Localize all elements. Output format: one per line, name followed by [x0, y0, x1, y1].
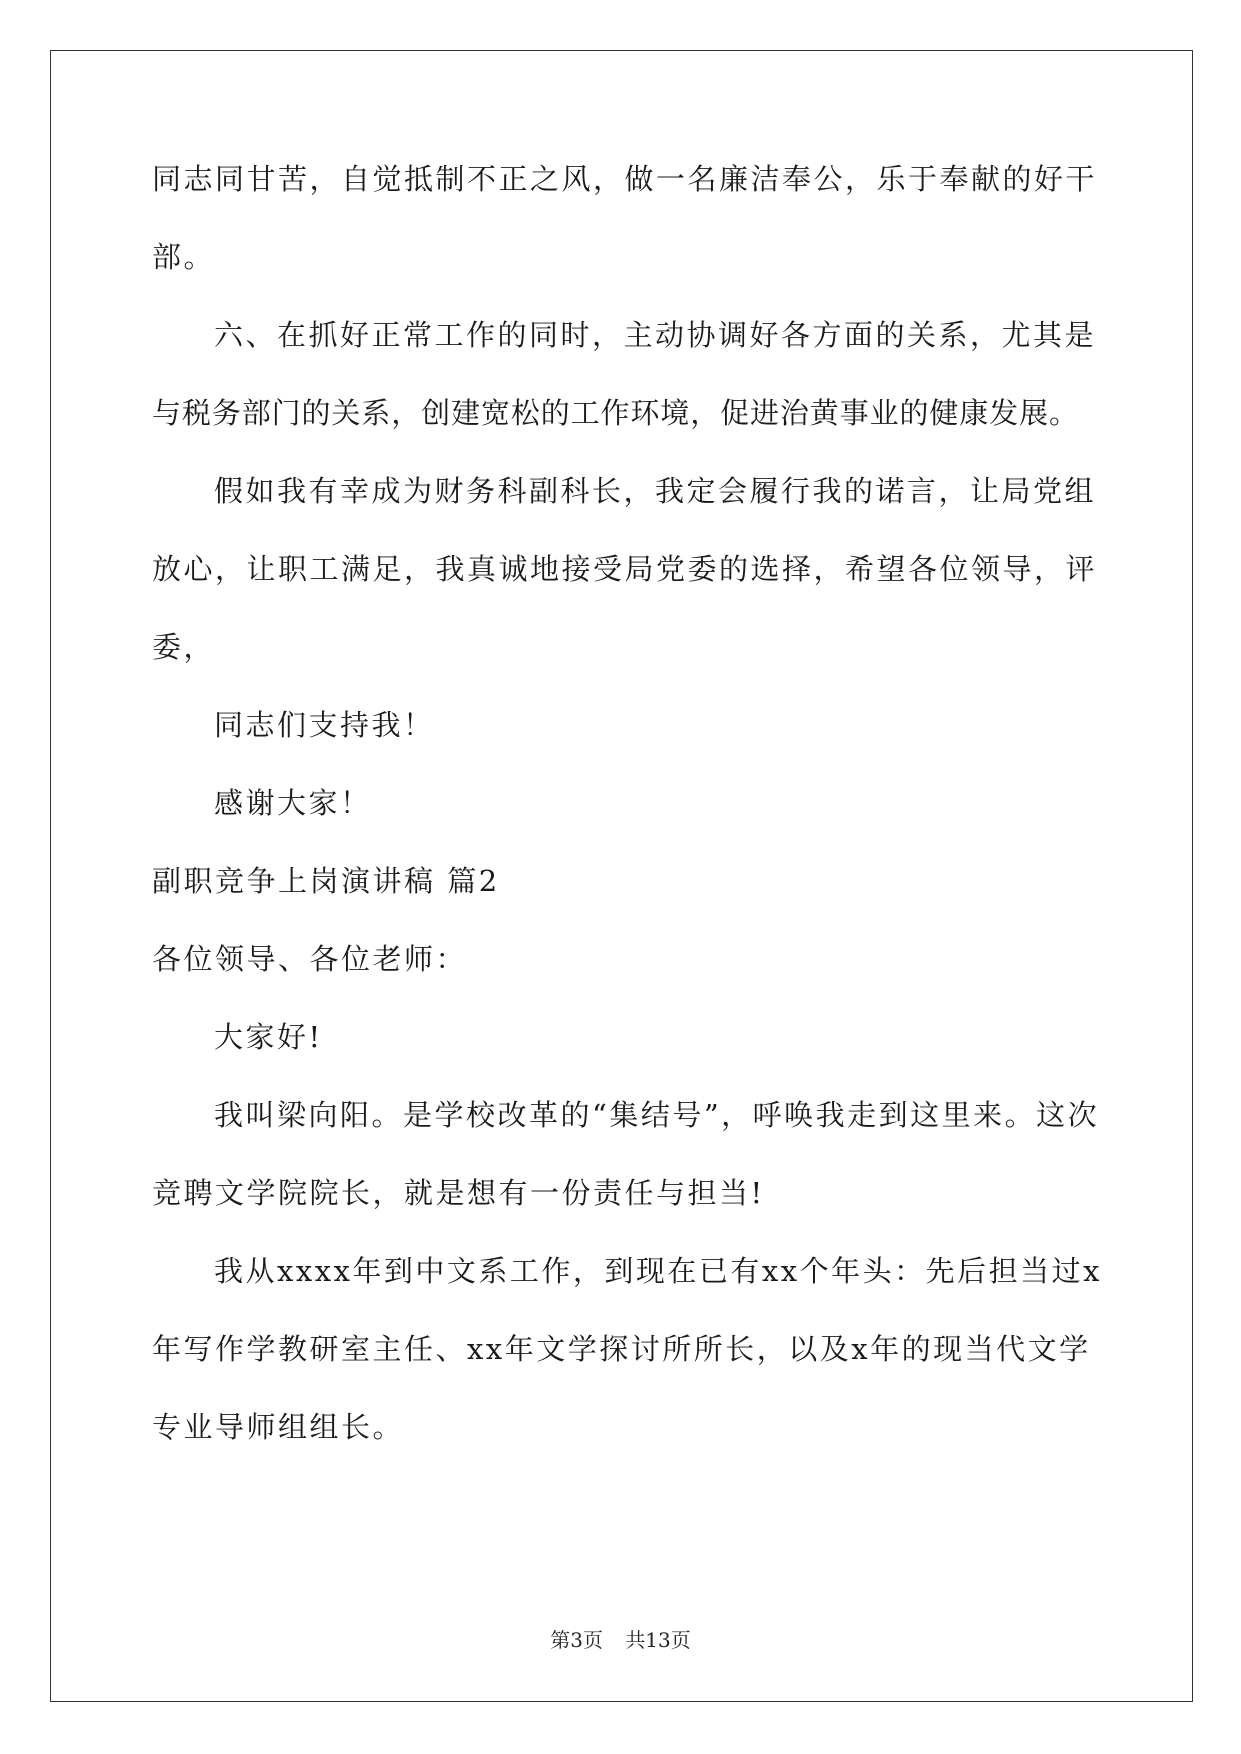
- page-footer: [0, 1628, 1241, 1652]
- text-line: 感谢大家！: [214, 786, 372, 820]
- text-line: 专业导师组组长。: [152, 1410, 405, 1444]
- text-line: 我叫梁向阳。是学校改革的“集结号”，呼唤我走到这里来。这次: [214, 1098, 1100, 1132]
- text-line: 我从xxxx年到中文系工作，到现在已有xx个年头：先后担当过x: [214, 1254, 1102, 1288]
- text-line: 与税务部门的关系，创建宽松的工作环境，促进治黄事业的健康发展。: [152, 396, 1079, 430]
- section-heading: 副职竞争上岗演讲稿 篇2: [152, 864, 500, 898]
- text-line: 部。: [152, 240, 216, 274]
- text-line: 假如我有幸成为财务科副科长，我定会履行我的诺言，让局党组: [214, 474, 1097, 508]
- text-line: 委，: [152, 630, 216, 664]
- text-line: 竞聘文学院院长，就是想有一份责任与担当!: [152, 1176, 765, 1210]
- page-number-total: 共13页: [625, 1628, 691, 1652]
- text-line: 年写作学教研室主任、xx年文学探讨所所长，以及x年的现当代文学: [152, 1332, 1091, 1366]
- text-line: 放心，让职工满足，我真诚地接受局党委的选择，希望各位领导，评: [152, 552, 1098, 586]
- text-line: 大家好!: [214, 1020, 323, 1054]
- document-body: [152, 160, 1102, 1486]
- text-line: 同志同甘苦，自觉抵制不正之风，做一名廉洁奉公，乐于奉献的好干: [152, 162, 1098, 196]
- text-line: 同志们支持我！: [214, 708, 435, 742]
- salutation: 各位领导、各位老师：: [152, 942, 468, 976]
- text-line: 六、在抓好正常工作的同时，主动协调好各方面的关系，尤其是: [214, 318, 1097, 352]
- page-number-current: 第3页: [550, 1628, 603, 1652]
